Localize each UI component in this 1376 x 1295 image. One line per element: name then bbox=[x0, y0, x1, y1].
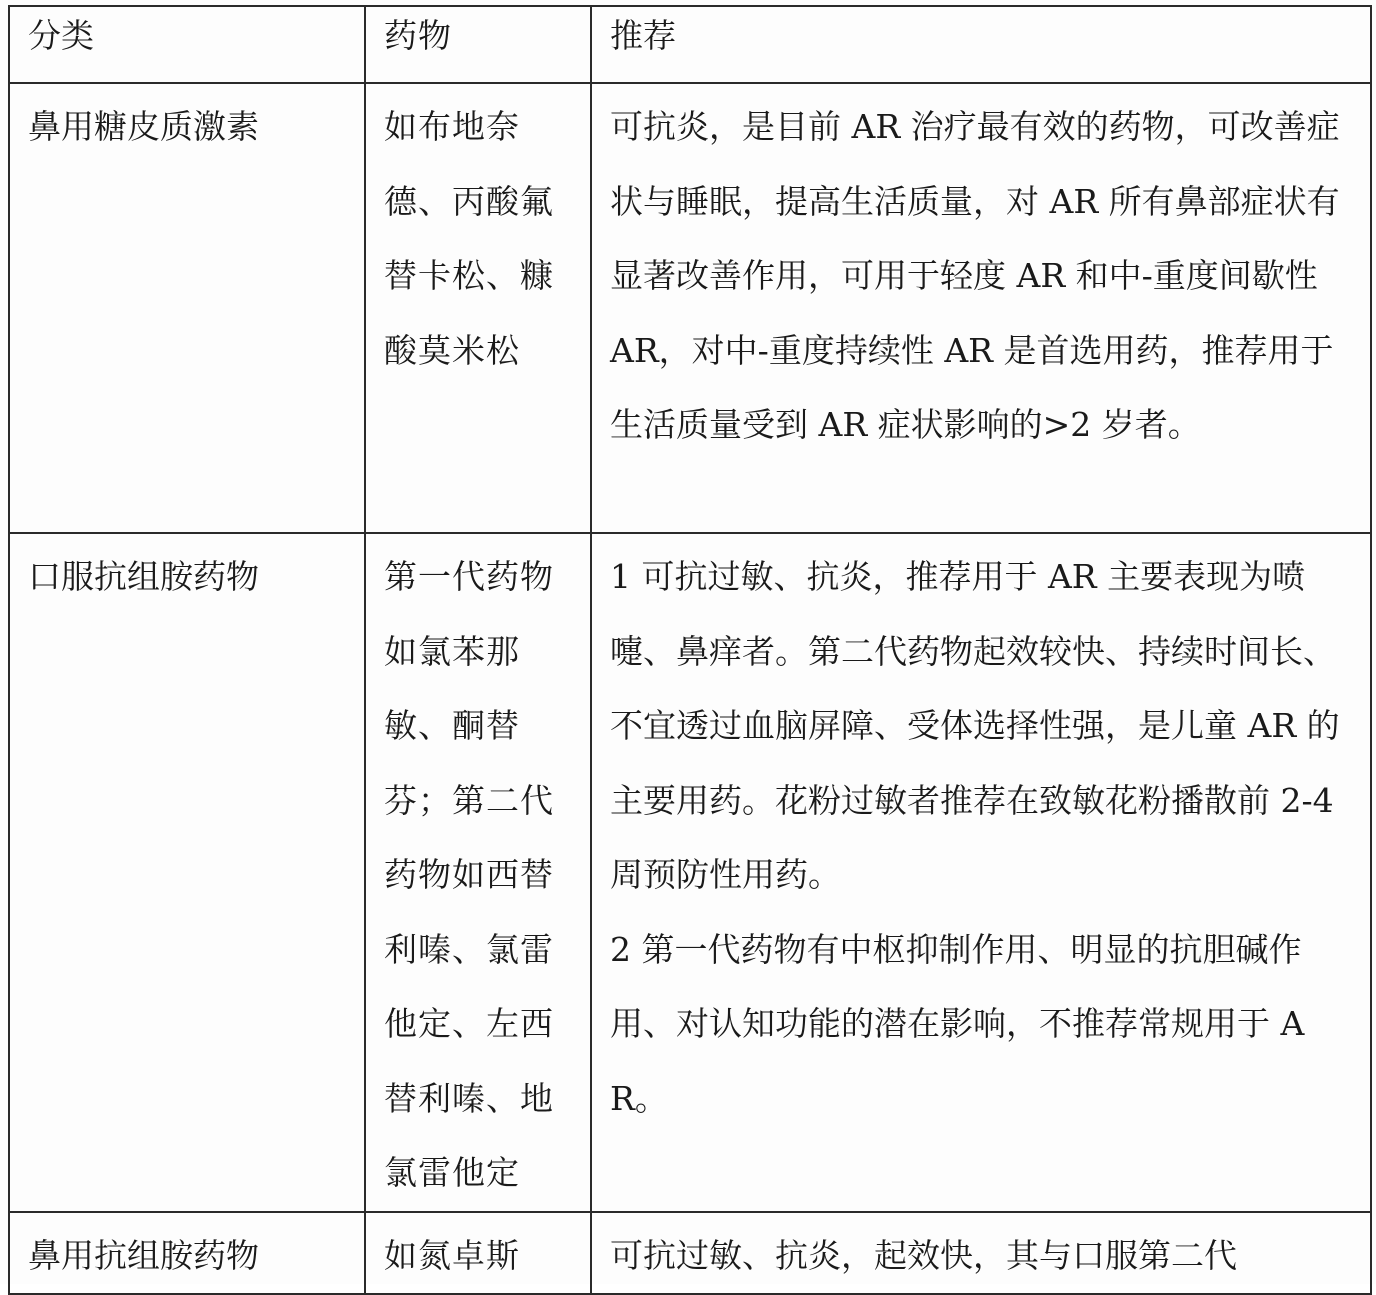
drug-cell bbox=[365, 1212, 591, 1295]
recommendation-cell bbox=[591, 533, 1371, 1212]
category-cell bbox=[9, 533, 365, 1212]
recommendation-cell bbox=[591, 1212, 1371, 1295]
category-text: 鼻用糖皮质激素 bbox=[28, 107, 259, 146]
drug-text: 第一代药物如氯苯那敏、酮替芬；第二代药物如西替利嗪、氯雷他定、左西替利嗪、地氯雷他定 bbox=[384, 557, 554, 1192]
header-cell-drug bbox=[365, 6, 591, 83]
drug-text: 如氮卓斯 bbox=[384, 1235, 520, 1275]
table-header-row bbox=[9, 6, 1371, 83]
table-row bbox=[9, 83, 1371, 533]
category-cell bbox=[9, 1212, 365, 1295]
category-text: 鼻用抗组胺药物 bbox=[28, 1235, 259, 1275]
header-category-label: 分类 bbox=[28, 16, 94, 55]
category-cell bbox=[9, 83, 365, 533]
recommendation-text bbox=[592, 534, 1370, 1136]
recommendation-text bbox=[592, 1213, 1370, 1294]
recommendation-cell bbox=[591, 83, 1371, 533]
header-cell-category bbox=[9, 6, 365, 83]
header-recommendation-label: 推荐 bbox=[610, 16, 676, 55]
table-row bbox=[9, 533, 1371, 1212]
recommendation-paragraph: 2 第一代药物有中枢抑制作用、明显的抗胆碱作用、对认知功能的潜在影响，不推荐常规用于 AR。 bbox=[610, 929, 1305, 1118]
header-cell-recommendation bbox=[591, 6, 1371, 83]
drug-text: 如布地奈德、丙酸氟替卡松、糠酸莫米松 bbox=[384, 107, 554, 370]
category-text: 口服抗组胺药物 bbox=[28, 557, 259, 596]
drug-recommendation-table bbox=[8, 5, 1372, 1295]
recommendation-text bbox=[592, 84, 1370, 463]
drug-cell bbox=[365, 533, 591, 1212]
recommendation-paragraph: 可抗过敏、抗炎，起效快，其与口服第二代 bbox=[610, 1235, 1237, 1275]
drug-cell bbox=[365, 83, 591, 533]
recommendation-paragraph: 1 可抗过敏、抗炎，推荐用于 AR 主要表现为喷嚏、鼻痒者。第二代药物起效较快、持续时间长、不宜透过血脑屏障、受体选择性强，是儿童 AR 的主要用药。花粉过敏者推荐在致敏花粉播散前 2-4 周预防性用药。 bbox=[610, 557, 1340, 894]
recommendation-paragraph: 可抗炎，是目前 AR 治疗最有效的药物，可改善症状与睡眠，提高生活质量，对 AR 所有鼻部症状有显著改善作用，可用于轻度 AR 和中-重度间歇性 AR，对中-重度持续性 AR 是首选用药，推荐用于生活质量受到 AR 症状影响的>2 岁者。 bbox=[610, 107, 1340, 444]
header-drug-label: 药物 bbox=[384, 16, 452, 55]
table-row bbox=[9, 1212, 1371, 1295]
